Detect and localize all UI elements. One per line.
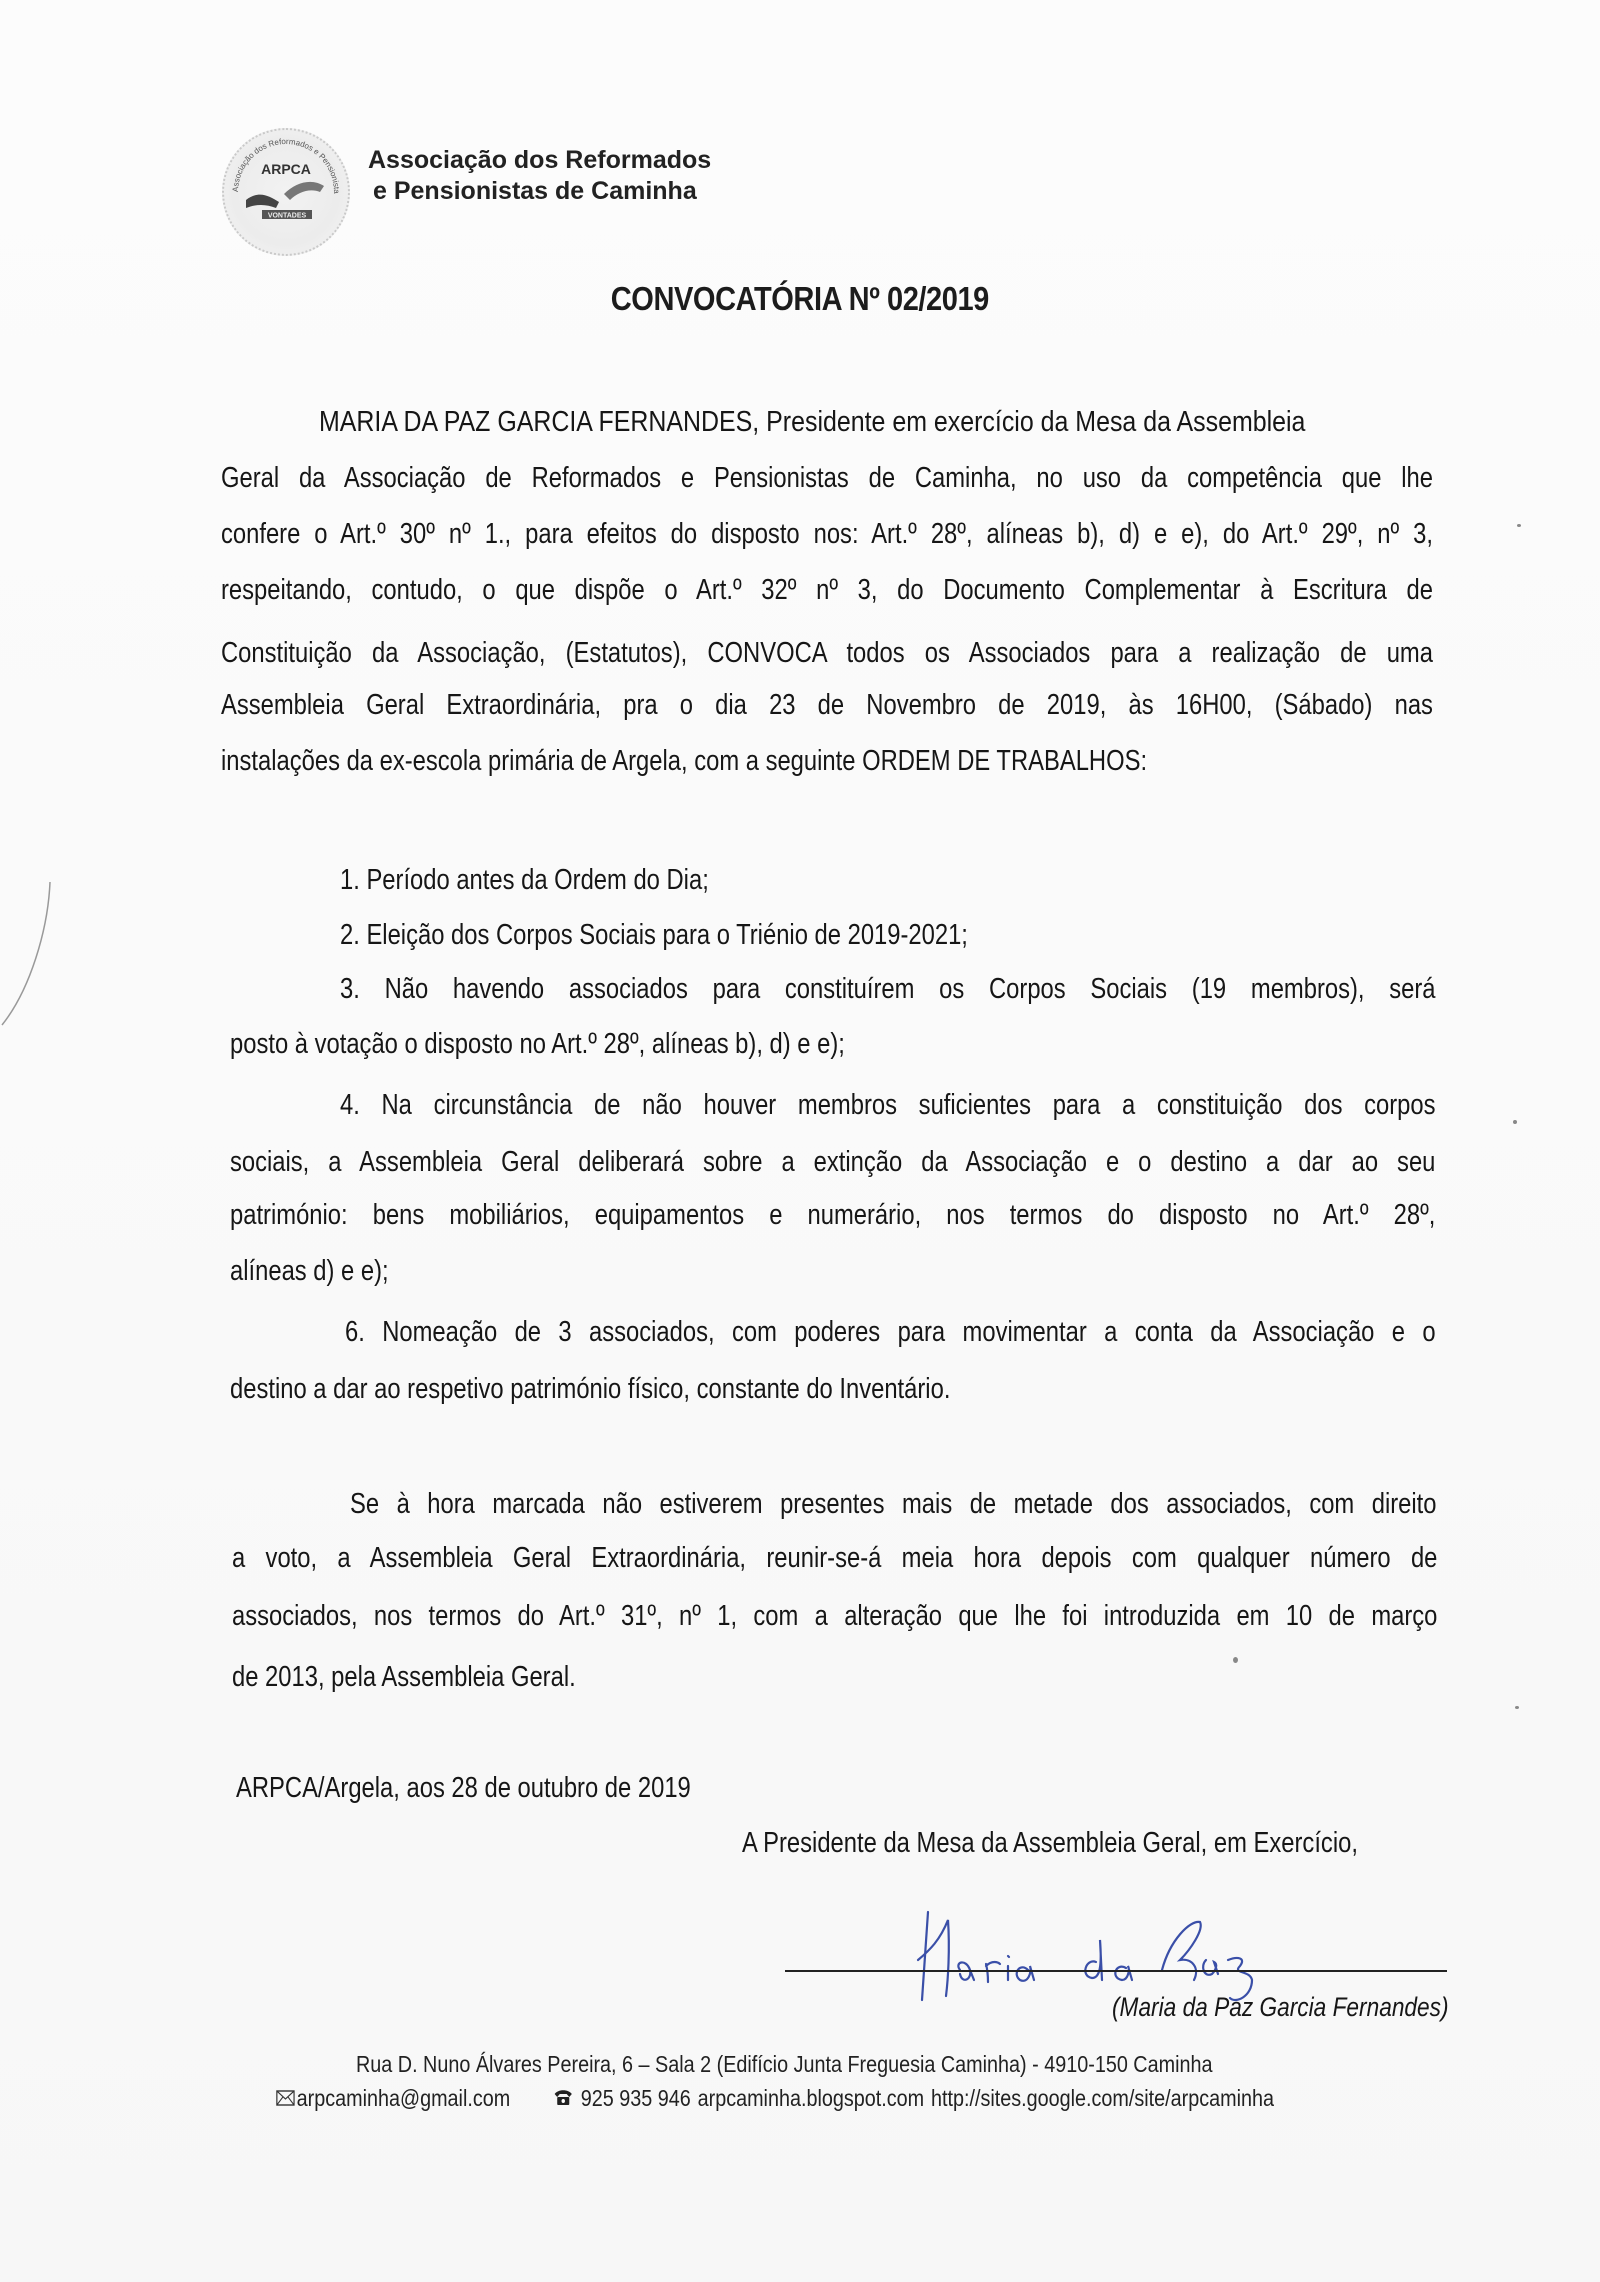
- footer-blog-link[interactable]: arpcaminha.blogspot.com: [697, 2085, 925, 2111]
- intro-line: Assembleia Geral Extraordinária, pra o dia 23 de Novembro de 2019, às 16H00, (Sábado) nas: [221, 689, 1433, 721]
- agenda-item: 2. Eleição dos Corpos Sociais para o Triénio de 2019-2021;: [340, 919, 968, 951]
- footer-phone: 925 935 946: [580, 2085, 691, 2111]
- footer-email[interactable]: arpcaminha@gmail.com: [296, 2085, 511, 2111]
- org-name-line1: Associação dos Reformados: [368, 146, 712, 174]
- agenda-item-continued: alíneas d) e e);: [230, 1255, 389, 1287]
- signer-name: (Maria da Paz Garcia Fernandes): [1112, 1992, 1449, 2022]
- envelope-icon: [276, 2085, 295, 2112]
- arpca-logo: [222, 128, 350, 256]
- telephone-icon: [553, 2085, 574, 2112]
- signer-role: A Presidente da Mesa da Assembleia Geral, em Exercício,: [742, 1827, 1358, 1859]
- intro-line: instalações da ex-escola primária de Argela, com a seguinte ORDEM DE TRABALHOS:: [221, 745, 1148, 777]
- scan-speck: [1515, 1706, 1519, 1709]
- footer-contacts: [276, 2085, 1274, 2112]
- footer-address: Rua D. Nuno Álvares Pereira, 6 – Sala 2 (Edifício Junta Freguesia Caminha) - 4910-150 Caminha: [356, 2051, 1213, 2077]
- intro-line: respeitando, contudo, o que dispõe o Art.º 32º nº 3, do Documento Complementar à Escritura de: [221, 574, 1433, 606]
- signature-line: [785, 1970, 1447, 1972]
- intro-line: MARIA DA PAZ GARCIA FERNANDES, Presidente em exercício da Mesa da Assembleia: [319, 406, 1306, 438]
- logo-ring-text: Associação dos Reformados e Pensionista: [230, 136, 342, 194]
- quorum-line: a voto, a Assembleia Geral Extraordinária, reunir-se-á meia hora depois com qualquer número de: [232, 1542, 1438, 1574]
- agenda-item: 6. Nomeação de 3 associados, com poderes para movimentar a conta da Associação e o: [345, 1316, 1436, 1348]
- intro-line: confere o Art.º 30º nº 1., para efeitos do disposto nos: Art.º 28º, alíneas b), d) e e), do Art.º 29º, nº 3,: [221, 518, 1433, 550]
- agenda-item-continued: património: bens mobiliários, equipamentos e numerário, nos termos do disposto no Art.º 28º,: [230, 1199, 1436, 1231]
- logo-banner: VONTADES: [267, 212, 307, 220]
- agenda-item: 1. Período antes da Ordem do Dia;: [340, 864, 709, 896]
- quorum-line: associados, nos termos do Art.º 31º, nº 1, com a alteração que lhe foi introduzida em 10 de março: [232, 1600, 1438, 1632]
- place-and-date: ARPCA/Argela, aos 28 de outubro de 2019: [236, 1772, 691, 1804]
- agenda-item: 3. Não havendo associados para constituírem os Corpos Sociais (19 membros), será: [340, 973, 1436, 1005]
- document-title: [0, 280, 1600, 318]
- org-name-line2: e Pensionistas de Caminha: [373, 177, 697, 205]
- logo-emblem-icon: [224, 130, 348, 254]
- agenda-item-continued: destino a dar ao respetivo património físico, constante do Inventário.: [230, 1373, 951, 1405]
- scan-speck: [1513, 1120, 1517, 1124]
- footer-site-link[interactable]: http://sites.google.com/site/arpcaminha: [930, 2085, 1275, 2111]
- scan-speck: [1517, 524, 1521, 527]
- intro-line: Geral da Associação de Reformados e Pensionistas de Caminha, no uso da competência que lhe: [221, 462, 1433, 494]
- agenda-item-continued: posto à votação o disposto no Art.º 28º, alíneas b), d) e e);: [230, 1028, 845, 1060]
- scan-mark: [0, 880, 60, 1030]
- title-text: CONVOCATÓRIA Nº 02/2019: [610, 280, 990, 317]
- agenda-item: 4. Na circunstância de não houver membros suficientes para a constituição dos corpos: [340, 1089, 1436, 1121]
- agenda-item-continued: sociais, a Assembleia Geral deliberará sobre a extinção da Associação e o destino a dar ao seu: [230, 1146, 1436, 1178]
- quorum-line: Se à hora marcada não estiverem presentes mais de metade dos associados, com direito: [350, 1488, 1437, 1520]
- scan-speck: [1233, 1657, 1238, 1663]
- intro-line: Constituição da Associação, (Estatutos), CONVOCA todos os Associados para a realização de uma: [221, 637, 1433, 669]
- quorum-line: de 2013, pela Assembleia Geral.: [232, 1661, 576, 1693]
- logo-acronym: ARPCA: [261, 161, 311, 177]
